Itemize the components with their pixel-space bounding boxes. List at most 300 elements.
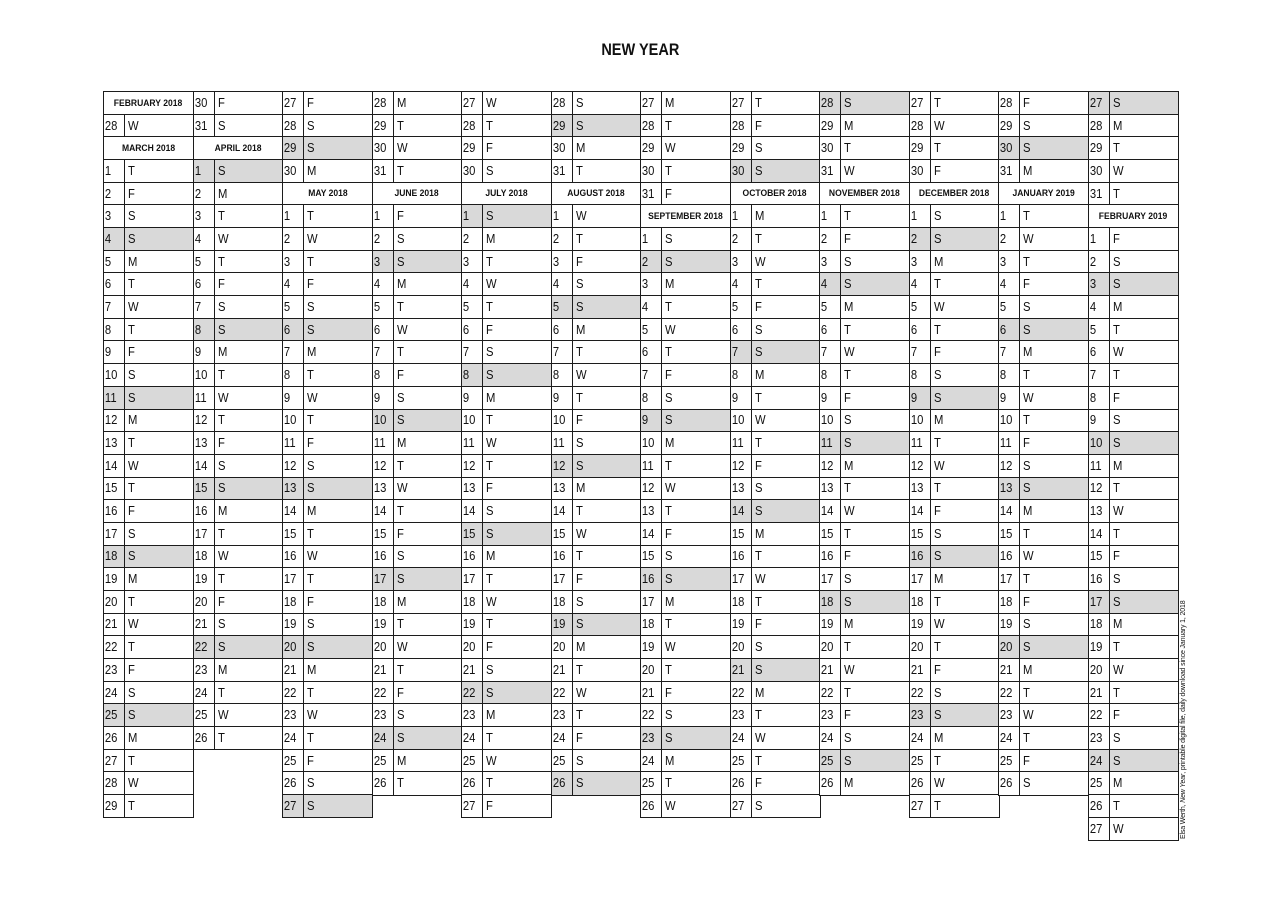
- month-header-label: NOVEMBER 2018: [829, 188, 900, 200]
- day-number-cell: [820, 341, 841, 363]
- weekday-letter: W: [1112, 662, 1124, 677]
- day-number-cell: [552, 115, 573, 137]
- weekday-cell: [305, 795, 372, 817]
- weekday-letter: W: [754, 413, 766, 428]
- day-number: 6: [283, 322, 291, 337]
- day-number: 4: [641, 299, 649, 314]
- day-number-cell: [283, 568, 304, 590]
- weekday-letter: S: [665, 549, 673, 564]
- weekday-cell: [753, 92, 820, 114]
- day-number-cell: [731, 319, 752, 341]
- weekday-letter: M: [933, 413, 943, 428]
- weekday-cell: [1111, 137, 1178, 159]
- day-number-cell: [462, 750, 483, 772]
- day-cell: [551, 250, 642, 274]
- weekday-cell: [1021, 523, 1088, 545]
- weekday-cell: [216, 319, 283, 341]
- month-header-label: DECEMBER 2018: [918, 188, 990, 200]
- day-number: 25: [462, 753, 476, 768]
- weekday-letter: S: [754, 163, 763, 178]
- day-number-cell: [194, 341, 215, 363]
- weekday-cell: [842, 659, 909, 681]
- weekday-letter: F: [486, 322, 493, 337]
- day-number: 20: [910, 640, 923, 655]
- day-cell: [193, 204, 284, 228]
- day-number-cell: [641, 682, 662, 704]
- weekday-letter: F: [217, 277, 225, 292]
- day-cell: [193, 522, 284, 546]
- day-cell-sunday: [998, 318, 1089, 342]
- day-number: 25: [373, 753, 386, 768]
- weekday-letter: S: [396, 708, 405, 723]
- day-number-cell: [641, 228, 662, 250]
- day-cell: [640, 477, 731, 501]
- day-number-cell: [462, 478, 483, 500]
- day-number-cell: [731, 251, 752, 273]
- weekday-cell: [574, 410, 641, 432]
- weekday-letter: T: [486, 299, 493, 314]
- weekday-cell: [395, 682, 462, 704]
- weekday-cell: [484, 205, 551, 227]
- weekday-cell: [1021, 387, 1088, 409]
- day-number-cell: [910, 319, 931, 341]
- day-number-cell: [373, 523, 394, 545]
- day-number: 27: [731, 95, 744, 110]
- weekday-cell: [305, 296, 372, 318]
- day-number: 1: [373, 209, 380, 224]
- weekday-cell: [484, 228, 551, 250]
- day-number: 3: [104, 209, 112, 224]
- weekday-letter: W: [844, 662, 855, 677]
- day-number-cell: [1089, 410, 1110, 432]
- weekday-cell: [932, 251, 999, 273]
- day-number-cell: [373, 137, 394, 159]
- day-number-cell: [104, 228, 125, 250]
- month-header-label: OCTOBER 2018: [742, 188, 807, 200]
- weekday-cell: [663, 251, 730, 273]
- weekday-letter: F: [933, 662, 941, 677]
- day-number-cell: [641, 364, 662, 386]
- day-cell: [103, 771, 194, 795]
- day-cell: [819, 250, 910, 274]
- day-number-cell: [999, 432, 1020, 454]
- day-number: 24: [910, 730, 923, 745]
- day-number: 21: [910, 662, 923, 677]
- weekday-cell: [1111, 795, 1178, 817]
- day-cell-sunday: [1088, 91, 1179, 115]
- day-cell: [998, 227, 1089, 251]
- day-number: 20: [283, 640, 297, 655]
- weekday-letter: T: [217, 526, 225, 541]
- weekday-cell: [932, 636, 999, 658]
- day-number-cell: [283, 455, 304, 477]
- day-number: 28: [104, 118, 118, 133]
- day-cell: [1088, 794, 1179, 818]
- day-cell: [998, 272, 1089, 296]
- day-number-cell: [999, 251, 1020, 273]
- day-cell: [998, 114, 1089, 138]
- day-number: 8: [999, 367, 1007, 382]
- weekday-cell: [753, 795, 820, 817]
- day-number: 30: [641, 163, 655, 178]
- day-cell: [998, 159, 1089, 183]
- day-number: 30: [820, 141, 834, 156]
- day-number-cell: [373, 387, 394, 409]
- weekday-letter: F: [575, 254, 583, 269]
- day-cell: [461, 250, 552, 274]
- day-cell: [909, 159, 1000, 183]
- weekday-cell: [574, 205, 641, 227]
- day-number-cell: [641, 115, 662, 137]
- day-number: 6: [1089, 345, 1096, 360]
- day-cell: [819, 545, 910, 569]
- weekday-letter: S: [217, 617, 226, 632]
- weekday-letter: S: [1023, 299, 1031, 314]
- weekday-letter: F: [128, 504, 135, 519]
- day-number: 18: [641, 617, 655, 632]
- day-cell: [909, 295, 1000, 319]
- day-number: 15: [552, 526, 565, 541]
- weekday-letter: F: [933, 504, 941, 519]
- day-cell: [730, 250, 821, 274]
- month-header: [640, 204, 731, 228]
- day-cell: [282, 91, 373, 115]
- day-number-cell: [999, 478, 1020, 500]
- day-number-cell: [1089, 319, 1110, 341]
- day-number: 13: [910, 481, 923, 496]
- weekday-cell: [484, 115, 551, 137]
- day-number: 14: [104, 458, 118, 473]
- day-number-cell: [910, 387, 931, 409]
- day-number: 19: [283, 617, 297, 632]
- day-cell-sunday: [730, 159, 821, 183]
- weekday-letter: S: [933, 526, 942, 541]
- weekday-letter: S: [844, 753, 852, 768]
- day-cell: [461, 114, 552, 138]
- day-cell: [282, 431, 373, 455]
- weekday-letter: F: [396, 209, 404, 224]
- weekday-letter: S: [1023, 617, 1031, 632]
- day-cell: [1088, 499, 1179, 523]
- day-number: 13: [731, 481, 744, 496]
- day-number: 31: [641, 186, 655, 201]
- weekday-cell: [126, 478, 193, 500]
- day-cell: [640, 386, 731, 410]
- weekday-cell: [395, 137, 462, 159]
- day-cell: [103, 749, 194, 773]
- weekday-letter: T: [217, 413, 225, 428]
- weekday-cell: [484, 772, 551, 794]
- day-number-cell: [1089, 251, 1110, 273]
- weekday-cell: [842, 704, 909, 726]
- credit-suffix: , printable digital file, daily download since January 1, 2018: [1180, 600, 1187, 774]
- day-number-cell: [462, 410, 483, 432]
- month-header-label-box: [373, 183, 462, 205]
- day-number-cell: [731, 205, 752, 227]
- day-number-cell: [999, 319, 1020, 341]
- day-number: 4: [910, 277, 917, 292]
- day-number-cell: [373, 410, 394, 432]
- day-number-cell: [104, 205, 125, 227]
- day-number: 26: [462, 776, 476, 791]
- day-cell: [461, 545, 552, 569]
- day-cell: [103, 681, 194, 705]
- weekday-letter: S: [1023, 481, 1031, 496]
- day-cell: [461, 635, 552, 659]
- day-number: 12: [373, 458, 386, 473]
- day-cell: [103, 635, 194, 659]
- weekday-letter: W: [933, 617, 945, 632]
- day-cell: [640, 522, 731, 546]
- day-number: 5: [283, 299, 291, 314]
- day-number: 4: [1089, 299, 1096, 314]
- weekday-cell: [216, 296, 283, 318]
- day-number: 31: [1089, 186, 1102, 201]
- weekday-cell: [932, 137, 999, 159]
- weekday-letter: T: [844, 685, 851, 700]
- day-cell: [730, 613, 821, 637]
- weekday-cell: [932, 160, 999, 182]
- weekday-letter: T: [844, 481, 851, 496]
- day-number: 20: [462, 640, 476, 655]
- day-number: 23: [910, 708, 923, 723]
- day-number: 6: [373, 322, 380, 337]
- day-number-cell: [910, 341, 931, 363]
- weekday-cell: [663, 183, 730, 205]
- day-cell-sunday: [1088, 431, 1179, 455]
- weekday-letter: S: [1112, 594, 1121, 609]
- weekday-letter: T: [665, 163, 672, 178]
- weekday-cell: [574, 455, 641, 477]
- weekday-cell: [1111, 251, 1178, 273]
- day-number: 17: [820, 572, 834, 587]
- day-number: 16: [104, 504, 118, 519]
- weekday-cell: [216, 183, 283, 205]
- day-number: 8: [104, 322, 112, 337]
- day-number-cell: [1089, 568, 1110, 590]
- weekday-letter: T: [933, 141, 941, 156]
- day-cell: [193, 250, 284, 274]
- weekday-letter: T: [844, 209, 851, 224]
- weekday-letter: W: [933, 118, 945, 133]
- day-number-cell: [283, 410, 304, 432]
- day-number: 6: [462, 322, 470, 337]
- weekday-letter: S: [575, 436, 584, 451]
- weekday-letter: S: [307, 322, 315, 337]
- day-number-cell: [910, 137, 931, 159]
- day-number-cell: [1089, 523, 1110, 545]
- day-number: 24: [731, 730, 744, 745]
- day-number: 19: [1089, 640, 1102, 655]
- day-number-cell: [194, 568, 215, 590]
- day-number-cell: [552, 704, 573, 726]
- day-cell-sunday: [372, 409, 463, 433]
- day-number-cell: [641, 341, 662, 363]
- day-number: 19: [999, 617, 1013, 632]
- month-header: [282, 182, 373, 206]
- day-number: 28: [1089, 118, 1102, 133]
- day-number: 27: [1089, 95, 1102, 110]
- day-number: 17: [1089, 594, 1102, 609]
- day-cell: [819, 159, 910, 183]
- weekday-cell: [1021, 727, 1088, 749]
- day-number-cell: [194, 228, 215, 250]
- day-cell: [1088, 363, 1179, 387]
- day-number: 29: [552, 118, 565, 133]
- day-cell: [282, 681, 373, 705]
- day-cell: [640, 363, 731, 387]
- day-number-cell: [731, 364, 752, 386]
- day-cell: [193, 431, 284, 455]
- day-number-cell: [820, 273, 841, 295]
- weekday-cell: [663, 772, 730, 794]
- weekday-cell: [395, 273, 462, 295]
- weekday-letter: S: [307, 617, 315, 632]
- weekday-letter: F: [575, 413, 583, 428]
- day-number: 16: [552, 549, 565, 564]
- weekday-cell: [216, 115, 283, 137]
- day-number: 19: [820, 617, 834, 632]
- day-number: 4: [283, 277, 291, 292]
- weekday-letter: S: [307, 640, 315, 655]
- weekday-letter: F: [933, 345, 941, 360]
- day-cell: [1088, 522, 1179, 546]
- day-cell-sunday: [730, 658, 821, 682]
- day-number-cell: [820, 364, 841, 386]
- day-number: 29: [373, 118, 386, 133]
- day-number-cell: [283, 704, 304, 726]
- day-cell: [193, 114, 284, 138]
- weekday-letter: M: [128, 730, 138, 745]
- day-number-cell: [104, 659, 125, 681]
- day-number: 17: [552, 572, 565, 587]
- day-number: 23: [104, 662, 118, 677]
- day-number-cell: [641, 659, 662, 681]
- weekday-letter: M: [486, 390, 496, 405]
- weekday-letter: M: [665, 95, 675, 110]
- weekday-letter: T: [1023, 367, 1030, 382]
- month-header-label-box: [641, 205, 730, 227]
- weekday-letter: M: [1023, 345, 1033, 360]
- day-number-cell: [731, 387, 752, 409]
- day-number: 30: [731, 163, 744, 178]
- day-number: 14: [283, 504, 297, 519]
- day-cell: [909, 658, 1000, 682]
- weekday-letter: S: [575, 118, 584, 133]
- day-cell: [282, 295, 373, 319]
- weekday-cell: [753, 636, 820, 658]
- weekday-cell: [1111, 546, 1178, 568]
- day-number-cell: [283, 750, 304, 772]
- day-number-cell: [194, 92, 215, 114]
- weekday-cell: [1111, 92, 1178, 114]
- day-number: 25: [194, 708, 207, 723]
- weekday-letter: W: [486, 277, 497, 292]
- weekday-cell: [1021, 341, 1088, 363]
- weekday-cell: [126, 546, 193, 568]
- day-cell: [1088, 409, 1179, 433]
- day-number: 15: [104, 481, 118, 496]
- weekday-letter: S: [128, 708, 136, 723]
- day-number: 3: [731, 254, 738, 269]
- day-number-cell: [283, 251, 304, 273]
- day-number: 17: [731, 572, 744, 587]
- day-cell: [103, 409, 194, 433]
- weekday-cell: [1021, 659, 1088, 681]
- day-cell: [1088, 635, 1179, 659]
- day-number-cell: [283, 795, 304, 817]
- day-cell: [282, 613, 373, 637]
- day-number-cell: [731, 228, 752, 250]
- day-cell: [1088, 295, 1179, 319]
- day-number: 18: [910, 594, 923, 609]
- day-number: 23: [373, 708, 386, 723]
- weekday-letter: S: [1023, 322, 1031, 337]
- day-number: 29: [1089, 141, 1102, 156]
- day-number: 6: [104, 277, 112, 292]
- weekday-cell: [1111, 750, 1178, 772]
- day-cell: [730, 522, 821, 546]
- weekday-cell: [932, 410, 999, 432]
- day-number: 16: [820, 549, 834, 564]
- day-number-cell: [999, 228, 1020, 250]
- weekday-cell: [753, 410, 820, 432]
- day-cell: [461, 409, 552, 433]
- weekday-letter: S: [665, 708, 673, 723]
- day-number: 26: [283, 776, 297, 791]
- weekday-letter: F: [754, 458, 762, 473]
- day-number-cell: [373, 251, 394, 273]
- day-number: 5: [552, 299, 559, 314]
- day-number: 31: [999, 163, 1013, 178]
- day-cell: [282, 567, 373, 591]
- day-cell: [819, 227, 910, 251]
- weekday-letter: F: [1112, 708, 1120, 723]
- weekday-cell: [395, 478, 462, 500]
- weekday-cell: [753, 478, 820, 500]
- day-cell: [1088, 159, 1179, 183]
- day-cell: [819, 409, 910, 433]
- weekday-letter: T: [665, 299, 672, 314]
- weekday-cell: [1111, 500, 1178, 522]
- day-number-cell: [462, 591, 483, 613]
- day-number: 11: [462, 436, 475, 451]
- weekday-cell: [484, 727, 551, 749]
- day-number-cell: [641, 410, 662, 432]
- weekday-cell: [753, 160, 820, 182]
- day-cell: [551, 204, 642, 228]
- month-header-label: JULY 2018: [485, 188, 528, 200]
- day-number: 27: [731, 798, 744, 813]
- day-number: 8: [373, 367, 380, 382]
- month-header: [103, 91, 194, 115]
- weekday-cell: [216, 523, 283, 545]
- day-number-cell: [104, 251, 125, 273]
- day-cell: [909, 454, 1000, 478]
- day-number: 3: [373, 254, 380, 269]
- weekday-cell: [663, 455, 730, 477]
- weekday-letter: S: [844, 594, 852, 609]
- day-number: 12: [462, 458, 476, 473]
- day-cell-sunday: [819, 431, 910, 455]
- day-number-cell: [820, 137, 841, 159]
- day-cell-sunday: [909, 227, 1000, 251]
- day-number: 21: [283, 662, 297, 677]
- day-cell: [372, 431, 463, 455]
- weekday-cell: [932, 523, 999, 545]
- weekday-cell: [574, 682, 641, 704]
- day-number-cell: [552, 455, 573, 477]
